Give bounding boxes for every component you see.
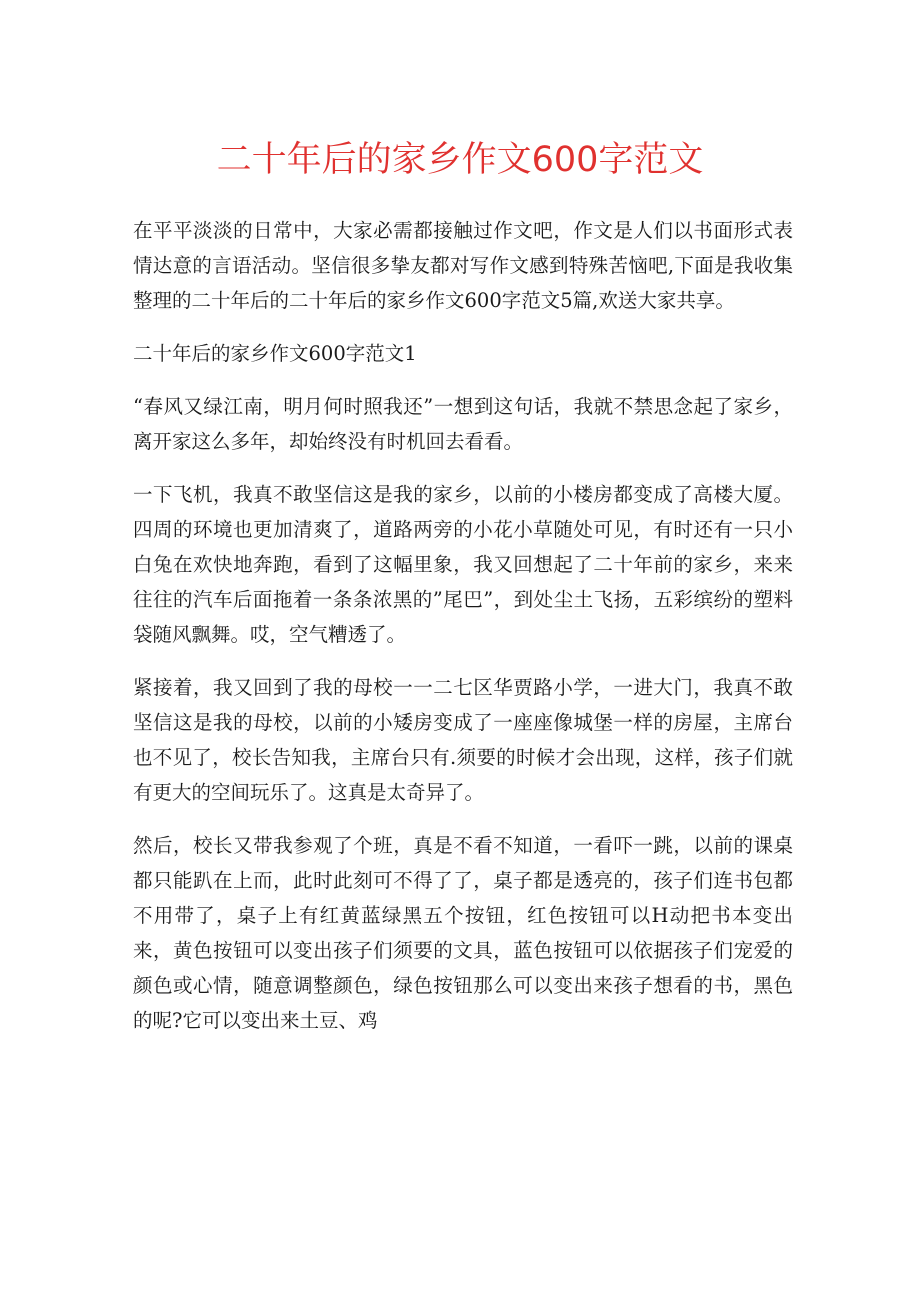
section-heading: 二十年后的家乡作文600字范文1 (133, 342, 417, 365)
body-paragraph: 一下飞机，我真不敢坚信这是我的家乡，以前的小楼房都变成了高楼大厦。四周的环境也更加清爽了，道路两旁的小花小草随处可见，有时还有一只小白兔在欢快地奔跑，看到了这幅里象，我又回想起了二十年前的家乡，来来往往的汽车后面拖着一条条浓黑的”尾巴”，到处尘土飞扬，五彩缤纷的塑料袋随风飘舞。哎，空气糟透了。 (133, 483, 793, 646)
body-paragraph: 然后，校长又带我参观了个班，真是不看不知道，一看吓一跳，以前的课桌都只能趴在上而，此时此刻可不得了了，桌子都是透亮的，孩子们连书包都不用带了，桌子上有红黄蓝绿黑五个按钮，红色按钮可以H动把书本变出来，黄色按钮可以变出孩子们须要的文具，蓝色按钮可以依据孩子们宠爱的颜色或心情，随意调整颜色，绿色按钮那么可以变出来孩子想看的书，黑色的呢?它可以变出来土豆、鸡 (133, 834, 793, 1032)
body-paragraph: “春风又绿江南，明月何时照我还”一想到这句话，我就不禁思念起了家乡，离开家这么多年，却始终没有时机回去看看。 (133, 395, 793, 453)
intro-paragraph: 在平平淡淡的日常中，大家必需都接触过作文吧，作文是人们以书面形式表情达意的言语活动。坚信很多挚友都对写作文感到特殊苦恼吧,下面是我收集整理的二十年后的二十年后的家乡作文600字范文5篇,欢送大家共享。 (133, 219, 793, 312)
document-body (133, 213, 793, 1056)
page-title: 二十年后的家乡作文600字范文 (216, 140, 704, 180)
body-paragraph: 紧接着，我又回到了我的母校一一二七区华贾路小学，一进大门，我真不敢坚信这是我的母校，以前的小矮房变成了一座座像城堡一样的房屋，主席台也不见了，校长告知我，主席台只有.须要的时候才会出现，这样，孩子们就有更大的空间玩乐了。这真是太奇异了。 (133, 676, 793, 804)
